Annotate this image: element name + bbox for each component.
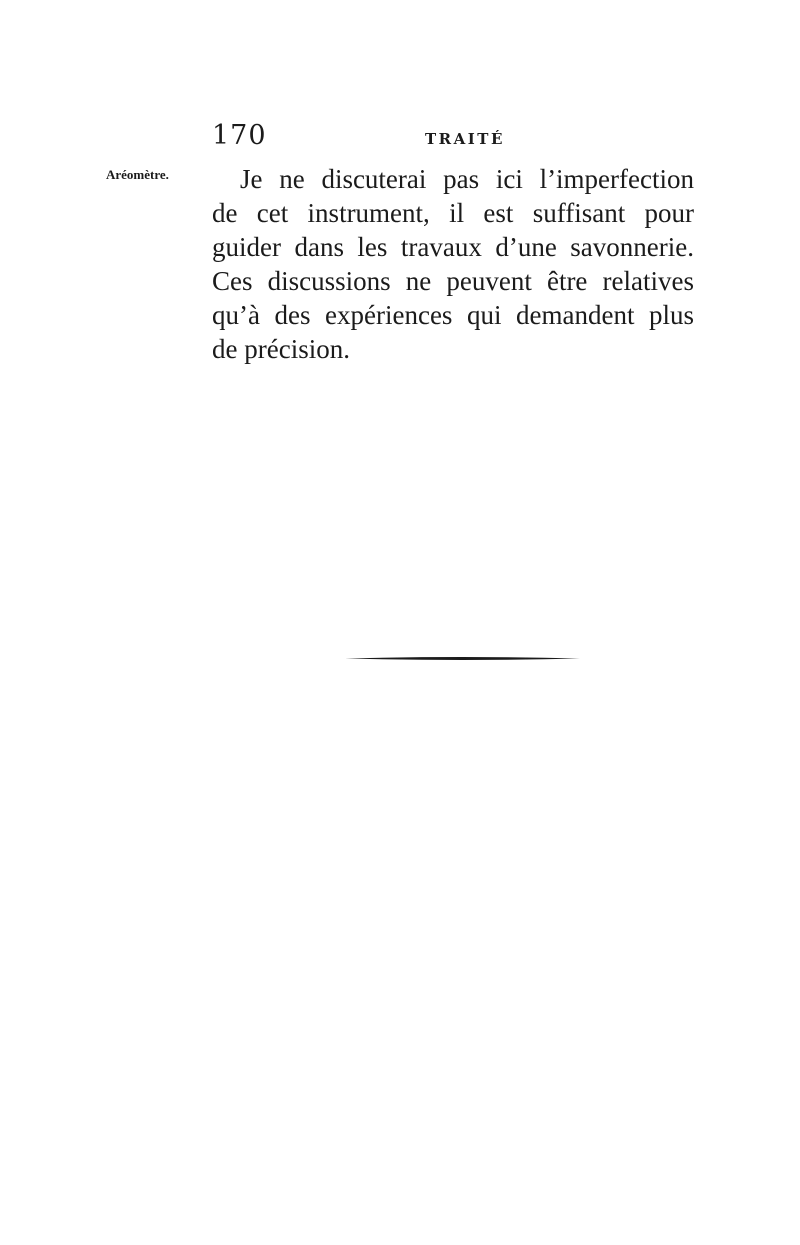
text-line: de cet instrument, il est suffisant pour <box>212 198 694 228</box>
section-separator-rule <box>345 656 580 661</box>
text-line: Je ne discuterai pas ici l’imperfection <box>240 164 694 194</box>
running-head: TRAITÉ <box>425 130 505 148</box>
text-line: guider dans les travaux d’une savonnerie. <box>212 232 694 262</box>
page-number: 170 <box>212 120 267 151</box>
text-line: Ces discussions ne peuvent être relatives <box>212 266 694 296</box>
text-line: qu’à des expériences qui demandent plus <box>212 300 694 330</box>
text-line: de précision. <box>212 334 350 364</box>
body-paragraph <box>212 162 694 366</box>
margin-note: Aréomètre. <box>106 167 169 182</box>
